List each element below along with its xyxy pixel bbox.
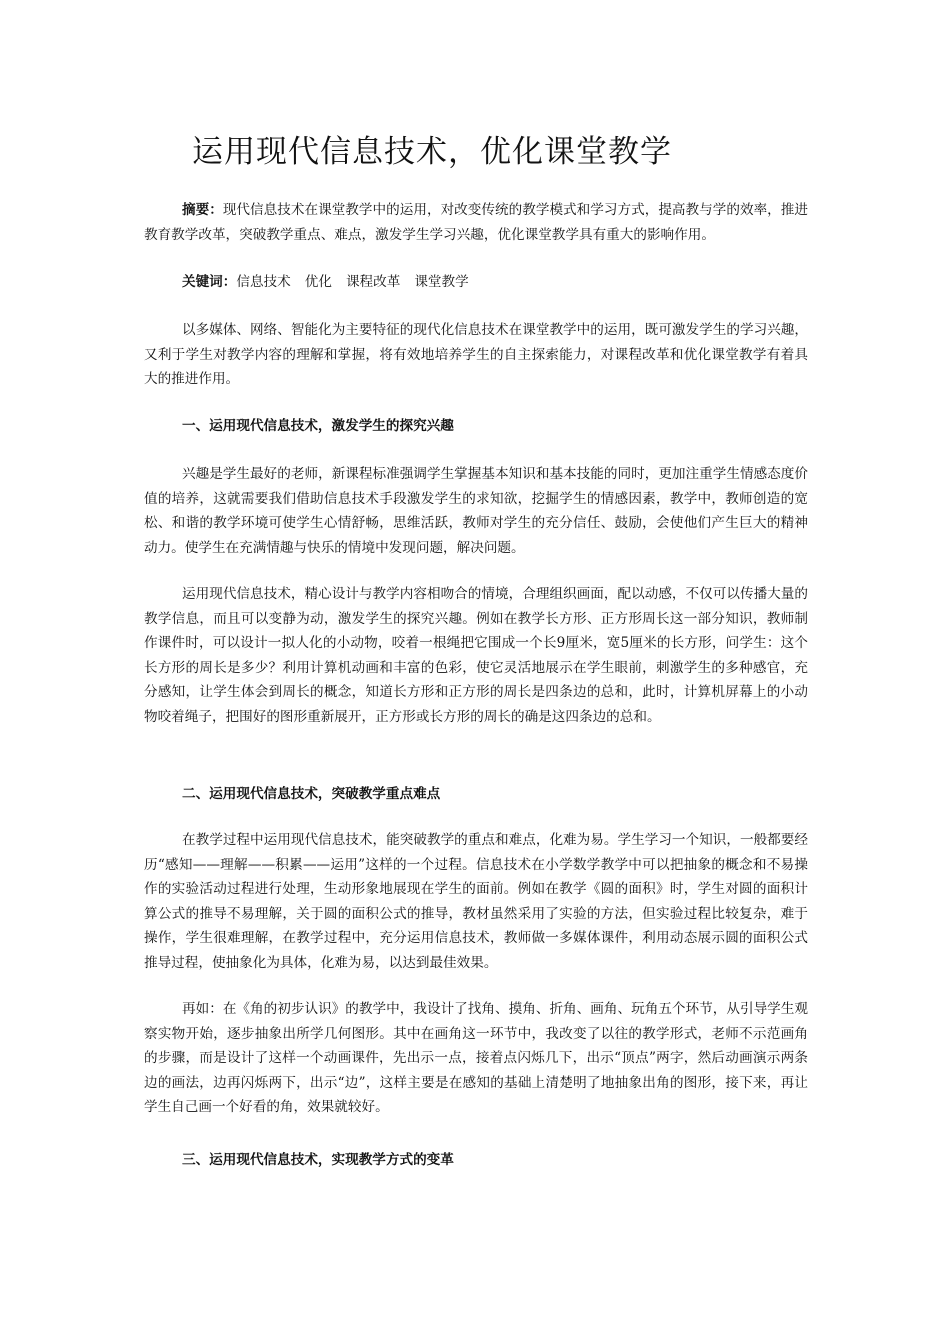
section2-paragraph-2: 再如：在《角的初步认识》的教学中，我设计了找角、摸角、折角、画角、玩角五个环节，从引导学生观察实物开始，逐步抽象出所学几何图形。其中在画角这一环节中，我改变了以往的教学形式，老师不示范画角的步骤，而是设计了这样一个动画课件，先出示一点，接着点闪烁几下，出示“顶点”两字，然后动画演示两条边的画法，边再闪烁两下，出示“边”，这样主要是在感知的基础上清楚明了地抽象出角的图形，接下来，再让学生自己画一个好看的角，效果就较好。 [144,1001,808,1115]
section-heading-1: 一、运用现代信息技术，激发学生的探究兴趣 [182,418,454,434]
section-heading-3: 三、运用现代信息技术，实现教学方式的变革 [182,1152,454,1168]
abstract-text: 现代信息技术在课堂教学中的运用，对改变传统的教学模式和学习方式，提高教与学的效率，推进教育教学改革，突破教学重点、难点，激发学生学习兴趣，优化课堂教学具有重大的影响作用。 [144,202,808,243]
section1-paragraph-2: 运用现代信息技术，精心设计与教学内容相吻合的情境，合理组织画面，配以动感，不仅可以传播大量的教学信息，而且可以变静为动，激发学生的探究兴趣。例如在教学长方形、正方形周长这一部分知识，教师制作课件时，可以设计一拟人化的小动物，咬着一根绳把它围成一个长9厘米，宽5厘米的长方形，问学生：这个长方形的周长是多少？利用计算机动画和丰富的色彩，使它灵活地展示在学生眼前，刺激学生的多种感官，充分感知，让学生体会到周长的概念，知道长方形和正方形的周长是四条边的总和，此时，计算机屏幕上的小动物咬着绳子，把围好的图形重新展开，正方形或长方形的周长的确是这四条边的总和。 [144,586,808,725]
keyword-item: 优化 [304,274,332,290]
section-heading-2: 二、运用现代信息技术，突破教学重点难点 [182,786,441,802]
section1-paragraph-1: 兴趣是学生最好的老师，新课程标准强调学生掌握基本知识和基本技能的同时，更加注重学生情感态度价值的培养，这就需要我们借助信息技术手段激发学生的求知欲，挖掘学生的情感因素，教学中，教师创造的宽松、和谐的教学环境可使学生心情舒畅，思维活跃，教师对学生的充分信任、鼓励，会使他们产生巨大的精神动力。使学生在充满情趣与快乐的情境中发现问题，解决问题。 [144,466,808,556]
keyword-item: 信息技术 [236,274,291,290]
keyword-item: 课堂教学 [414,274,469,290]
abstract-label: 摘要： [182,202,223,218]
document-title: 运用现代信息技术，优化课堂教学 [192,134,672,170]
section2-paragraph-1: 在教学过程中运用现代信息技术，能突破教学的重点和难点，化难为易。学生学习一个知识，一般都要经历“感知——理解——积累——运用”这样的一个过程。信息技术在小学数学教学中可以把抽象的概念和不易操作的实验活动过程进行处理，生动形象地展现在学生的面前。例如在教学《圆的面积》时，学生对圆的面积计算公式的推导不易理解，关于圆的面积公式的推导，教材虽然采用了实验的方法，但实验过程比较复杂，难于操作，学生很难理解，在教学过程中，充分运用信息技术，教师做一多媒体课件，利用动态展示圆的面积公式推导过程，使抽象化为具体，化难为易，以达到最佳效果。 [144,832,808,971]
keywords-label: 关键词： [182,274,237,290]
keyword-item: 课程改革 [345,274,401,290]
abstract-paragraph [144,198,808,247]
intro-paragraph: 以多媒体、网络、智能化为主要特征的现代化信息技术在课堂教学中的运用，既可激发学生的学习兴趣，又利于学生对教学内容的理解和掌握，将有效地培养学生的自主探索能力，对课程改革和优化课堂教学有着具大的推进作用。 [144,322,808,387]
keywords-line [182,270,483,294]
